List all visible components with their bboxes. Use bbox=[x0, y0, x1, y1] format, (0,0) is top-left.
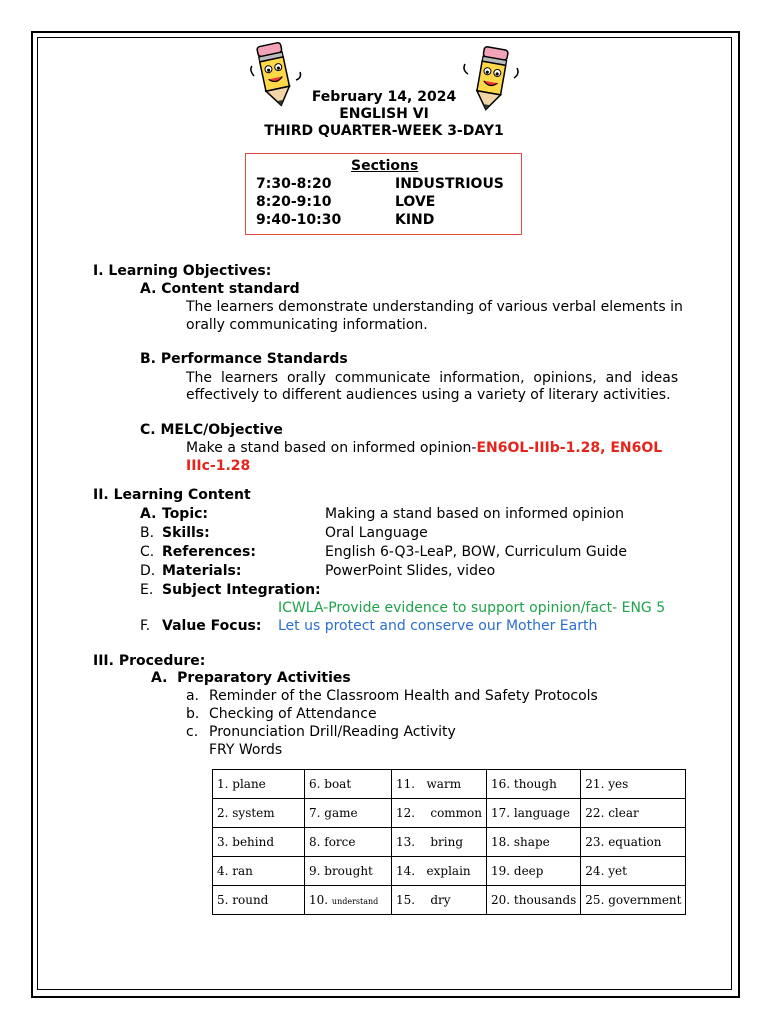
content-letter: D. bbox=[140, 563, 156, 579]
fry-word-cell: 12. common bbox=[392, 799, 487, 828]
fry-word-cell: 4. ran bbox=[213, 857, 305, 886]
procedure-letter: c. bbox=[186, 724, 199, 740]
content-standard-text: The learners demonstrate understanding of various verbal elements in bbox=[186, 299, 683, 315]
content-letter: B. bbox=[140, 525, 155, 541]
procedure-letter: a. bbox=[186, 688, 200, 704]
melc-label: C. MELC/Objective bbox=[140, 422, 283, 438]
melc-code: IIIc-1.28 bbox=[186, 458, 251, 474]
content-label: Materials: bbox=[162, 563, 242, 579]
table-row bbox=[213, 799, 686, 828]
section-time: 7:30-8:20 bbox=[256, 176, 332, 192]
fry-word-cell: 3. behind bbox=[213, 828, 305, 857]
fry-word-cell: 13. bring bbox=[392, 828, 487, 857]
fry-word-cell: 25. government bbox=[581, 886, 686, 915]
fry-word-cell: 5. round bbox=[213, 886, 305, 915]
fry-word-small: understand bbox=[331, 897, 379, 906]
section-time: 8:20-9:10 bbox=[256, 194, 332, 210]
content-heading: II. Learning Content bbox=[93, 487, 251, 503]
fry-word-cell: 2. system bbox=[213, 799, 305, 828]
fry-word-cell: 19. deep bbox=[487, 857, 581, 886]
value-focus-value: Let us protect and conserve our Mother Earth bbox=[278, 618, 598, 634]
content-standard-label: A. Content standard bbox=[140, 281, 300, 297]
table-row bbox=[213, 886, 686, 915]
fry-word-cell: 24. yet bbox=[581, 857, 686, 886]
melc-code: EN6OL-IIIb-1.28, EN6OL bbox=[476, 440, 663, 456]
section-name: INDUSTRIOUS bbox=[395, 176, 504, 192]
subject-integration-value: ICWLA-Provide evidence to support opinion/fact- ENG 5 bbox=[278, 600, 666, 616]
performance-standards-label: B. Performance Standards bbox=[140, 351, 348, 367]
content-value: Oral Language bbox=[325, 525, 428, 541]
content-value: Making a stand based on informed opinion bbox=[325, 506, 624, 522]
content-letter: C. bbox=[140, 544, 155, 560]
section-name: KIND bbox=[395, 212, 435, 228]
table-row bbox=[213, 828, 686, 857]
fry-word-cell: 14. explain bbox=[392, 857, 487, 886]
subject-integration-label: Subject Integration: bbox=[162, 582, 321, 598]
sections-title: Sections bbox=[351, 158, 419, 174]
lesson-date: February 14, 2024 bbox=[311, 89, 457, 105]
content-value: English 6-Q3-LeaP, BOW, Curriculum Guide bbox=[325, 544, 627, 560]
procedure-item: Reminder of the Classroom Health and Safety Protocols bbox=[209, 688, 598, 704]
procedure-item: Pronunciation Drill/Reading Activity bbox=[209, 724, 456, 740]
fry-word-cell: 9. brought bbox=[305, 857, 392, 886]
section-name: LOVE bbox=[395, 194, 436, 210]
fry-word-cell: 16. though bbox=[487, 770, 581, 799]
melc-text bbox=[186, 440, 662, 456]
procedure-letter: b. bbox=[186, 706, 200, 722]
table-row bbox=[213, 770, 686, 799]
fry-word-cell: 7. game bbox=[305, 799, 392, 828]
fry-word-cell: 18. shape bbox=[487, 828, 581, 857]
fry-word-cell bbox=[305, 886, 392, 915]
content-standard-text: orally communicating information. bbox=[186, 317, 428, 333]
content-label: References: bbox=[162, 544, 256, 560]
fry-words-table bbox=[212, 769, 686, 915]
lesson-quarter: THIRD QUARTER-WEEK 3-DAY1 bbox=[264, 123, 504, 139]
performance-standards-text: The learners orally communicate information, opinions, and ideas bbox=[186, 370, 679, 386]
melc-objective: Make a stand based on informed opinion- bbox=[186, 440, 477, 456]
fry-word-cell: 21. yes bbox=[581, 770, 686, 799]
fry-word-cell: 8. force bbox=[305, 828, 392, 857]
lesson-subject: ENGLISH VI bbox=[339, 106, 429, 122]
content-letter: A. bbox=[140, 506, 157, 522]
value-focus-label: Value Focus: bbox=[162, 618, 262, 634]
fry-word-cell: 20. thousands bbox=[487, 886, 581, 915]
fry-word-cell: 15. dry bbox=[392, 886, 487, 915]
preparatory-activities-label: A. Preparatory Activities bbox=[151, 670, 351, 686]
performance-standards-text: effectively to different audiences using a variety of literary activities. bbox=[186, 387, 671, 403]
fry-word-number: 10. bbox=[309, 893, 329, 907]
fry-word-cell: 22. clear bbox=[581, 799, 686, 828]
fry-word-cell: 1. plane bbox=[213, 770, 305, 799]
fry-word-cell: 23. equation bbox=[581, 828, 686, 857]
procedure-item: Checking of Attendance bbox=[209, 706, 377, 722]
fry-word-cell: 17. language bbox=[487, 799, 581, 828]
content-letter: F. bbox=[140, 618, 151, 634]
content-value: PowerPoint Slides, video bbox=[325, 563, 496, 579]
procedure-heading: III. Procedure: bbox=[93, 653, 206, 669]
fry-word-cell: 11. warm bbox=[392, 770, 487, 799]
table-row bbox=[213, 857, 686, 886]
content-label: Topic: bbox=[162, 506, 209, 522]
content-letter: E. bbox=[140, 582, 154, 598]
fry-word-cell: 6. boat bbox=[305, 770, 392, 799]
objectives-heading: I. Learning Objectives: bbox=[93, 263, 272, 279]
section-time: 9:40-10:30 bbox=[256, 212, 342, 228]
content-label: Skills: bbox=[162, 525, 210, 541]
fry-words-label: FRY Words bbox=[209, 742, 283, 758]
